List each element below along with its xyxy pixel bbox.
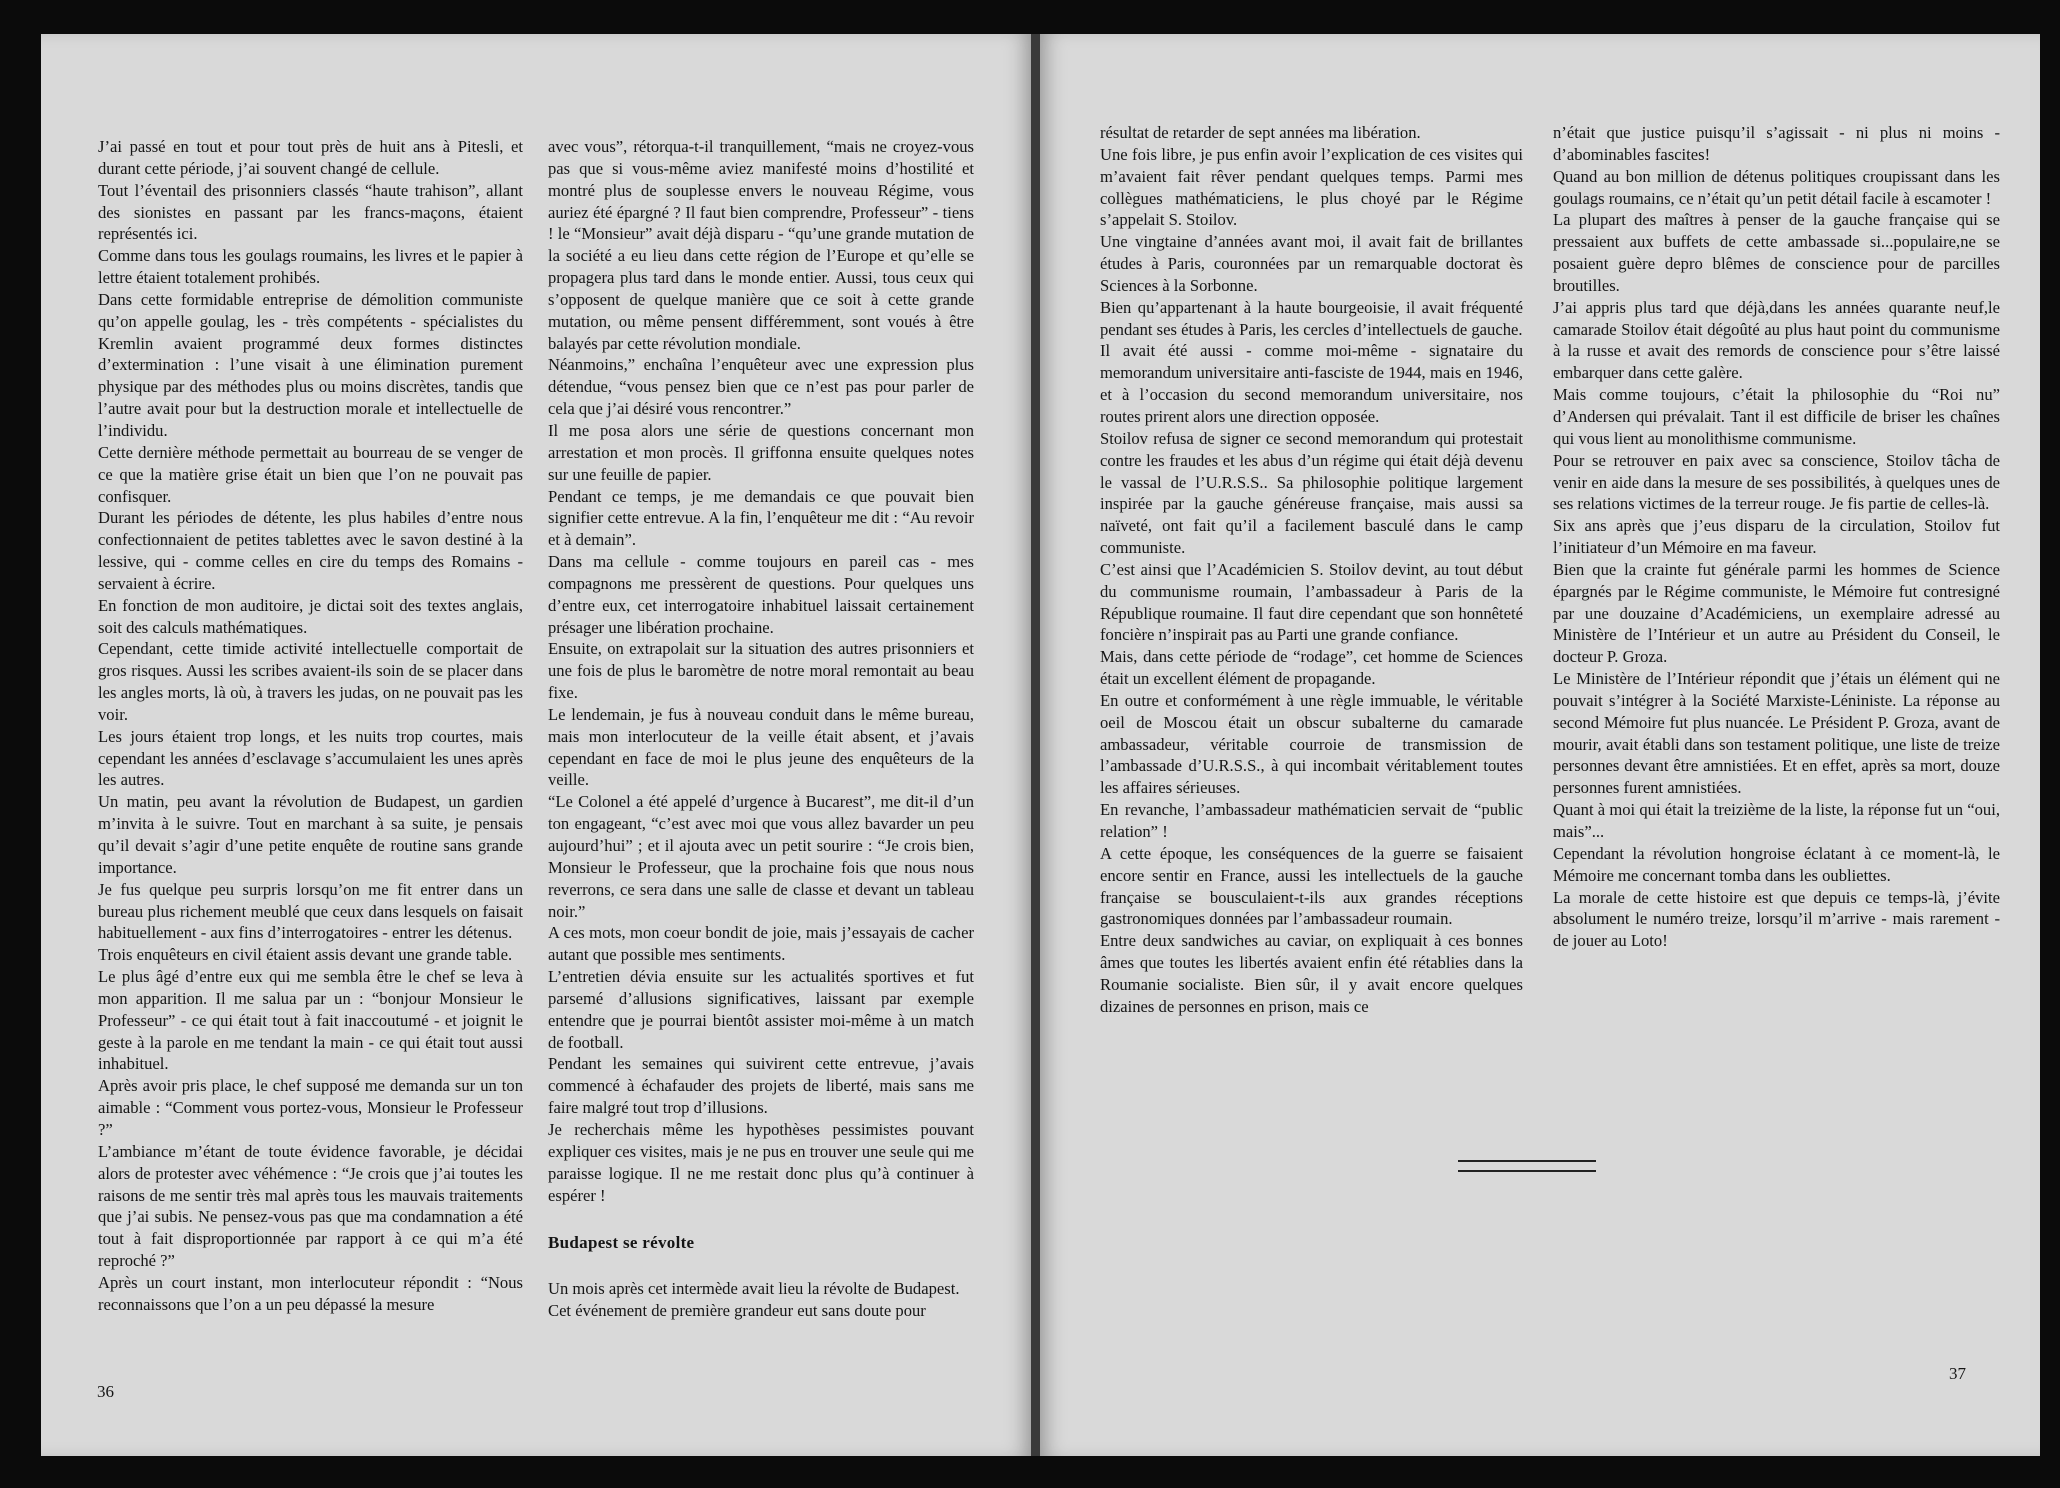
paragraph: Six ans après que j’eus disparu de la circulation, Stoilov fut l’initiateur d’un Mémoire en ma faveur. <box>1553 516 2000 558</box>
page-number-left: 36 <box>97 1382 114 1401</box>
paragraph: Durant les périodes de détente, les plus habiles d’entre nous confectionnaient de petites tablettes avec le savon destiné à la lessive, qui - comme celles en cire du temps des Romains - servaient à écrire. <box>98 508 523 593</box>
paragraph: En revanche, l’ambassadeur mathématicien servait de “public relation” ! <box>1100 800 1523 841</box>
paragraph: Je fus quelque peu surpris lorsqu’on me fit entrer dans un bureau plus richement meublé que ceux dans lesquels on faisait habituellement - aux fins d’interrogatoires - entrer les détenus. <box>98 879 523 943</box>
paragraph: Quant à moi qui était la treizième de la liste, la réponse fut un “oui, mais”... <box>1553 800 2000 841</box>
paragraph: A ces mots, mon coeur bondit de joie, mais j’essayais de cacher autant que possible mes sentiments. <box>548 923 974 965</box>
paragraph: Le Ministère de l’Intérieur répondit que j’étais un élément qui ne pouvait s’intégrer à la Société Marxiste-Léniniste. La réponse au second Mémoire fut plus nuancée. Le Président P. Groza, avant de mourir, avait établi dans son testament politique, une liste de treize personnes devant être amnistiées. Et en effet, après sa mort, douze personnes furent amnistiées. <box>1553 669 2000 798</box>
paragraph: Le lendemain, je fus à nouveau conduit dans le même bureau, mais mon interlocuteur de la veille était absent, et j’avais cependant en face de moi le plus jeune des enquêteurs de la veille. <box>548 704 974 790</box>
paragraph: Je recherchais même les hypothèses pessimistes pouvant expliquer ces visites, mais je ne pus en trouver une seule qui me paraisse logique. Il ne me restait donc plus qu’à continuer à espérer ! <box>548 1119 974 1205</box>
paragraph: Quand au bon million de détenus politiques croupissant dans les goulags roumains, ce n’était qu’un petit détail facile à escamoter ! <box>1553 166 2000 208</box>
paragraph: Un mois après cet intermède avait lieu la révolte de Budapest. <box>548 1279 960 1299</box>
paragraph: Ensuite, on extrapolait sur la situation des autres prisonniers et une fois de plus le baromètre de notre moral remontait au beau fixe. <box>548 639 974 703</box>
paragraph: Après avoir pris place, le chef supposé me demanda sur un ton aimable : “Comment vous portez-vous, Monsieur le Professeur ?” <box>98 1076 523 1139</box>
right-page-column-1 <box>1100 122 1523 1018</box>
section-subheading: Budapest se révolte <box>548 1233 695 1253</box>
section-divider-rule <box>1458 1160 1596 1172</box>
paragraph: Les jours étaient trop longs, et les nuits trop courtes, mais cependant les années d’esclavage s’accumulaient les unes après les autres. <box>98 726 523 790</box>
paragraph: La plupart des maîtres à penser de la gauche française qui se pressaient aux buffets de cette ambassade si...populaire,ne se posaient guère depro blêmes de conscience pour de parcilles broutilles. <box>1553 210 2000 295</box>
paragraph: Il me posa alors une série de questions concernant mon arrestation et mon procès. Il griffonna ensuite quelques notes sur une feuille de papier. <box>548 420 974 484</box>
paragraph: Après un court instant, mon interlocuteur répondit : “Nous reconnaissons que l’on a un peu dépassé la mesure <box>98 1272 523 1314</box>
left-page <box>41 34 1031 1456</box>
paragraph: n’était que justice puisqu’il s’agissait - ni plus ni moins - d’abominables fascites! <box>1553 123 2000 164</box>
paragraph: Cependant la révolution hongroise éclatant à ce moment-là, le Mémoire me concernant tomba dans les oubliettes. <box>1553 843 2000 885</box>
paragraph: Il avait été aussi - comme moi-même - signataire du memorandum universitaire anti-fasciste de 1944, mais en 1946, et à l’occasion du second memorandum universitaire, nos routes prirent alors une direction opposée. <box>1100 341 1523 426</box>
paragraph: Cette dernière méthode permettait au bourreau de se venger de ce que la matière grise était un bien que l’on ne pouvait pas confisquer. <box>98 442 523 506</box>
paragraph: Mais, dans cette période de “rodage”, cet homme de Sciences était un excellent élément de propagande. <box>1100 647 1523 689</box>
paragraph: Une vingtaine d’années avant moi, il avait fait de brillantes études à Paris, couronnées par un remarquable doctorat ès Sciences à la Sorbonne. <box>1100 232 1523 295</box>
paragraph: Entre deux sandwiches au caviar, on expliquait à ces bonnes âmes que toutes les libertés avaient enfin été rétablies dans la Roumanie socialiste. Bien sûr, il y avait encore quelques dizaines de personnes en prison, mais ce <box>1100 931 1523 1016</box>
paragraph: A cette époque, les conséquences de la guerre se faisaient encore sentir en France, aussi les intellectuels de la gauche française se bousculaient-t-ils aux grandes réceptions gastronomiques données par l’ambassadeur roumain. <box>1100 843 1523 929</box>
paragraph: Tout l’éventail des prisonniers classés “haute trahison”, allant des sionistes en passant par les francs-maçons, étaient représentés ici. <box>98 180 523 244</box>
paragraph: L’entretien dévia ensuite sur les actualités sportives et fut parsemé d’allusions significatives, laissant par exemple entendre que je pourrai bientôt assister moi-même à un match de football. <box>548 967 974 1052</box>
paragraph: Cependant, cette timide activité intellectuelle comportait de gros risques. Aussi les scribes avaient-ils soin de se placer dans les angles morts, là où, à travers les judas, on ne pouvait pas les voir. <box>98 639 523 724</box>
paragraph: La morale de cette histoire est que depuis ce temps-là, j’évite absolument le numéro treize, lorsqu’il m’arrive - mais rarement - de jouer au Loto! <box>1553 887 2000 951</box>
paragraph: Pendant les semaines qui suivirent cette entrevue, j’avais commencé à échafauder des projets de liberté, mais sans me faire malgré tout trop d’illusions. <box>548 1054 974 1118</box>
left-page-column-2 <box>548 136 974 1322</box>
paragraph: Une fois libre, je pus enfin avoir l’explication de ces visites qui m’avaient fait rêver pendant quelques temps. Parmi mes collègues mathématiciens, le plus choyé par le Régime s’appelait S. Stoilov. <box>1100 144 1523 230</box>
paragraph: “Le Colonel a été appelé d’urgence à Bucarest”, me dit-il d’un ton engageant, “c’est avec moi que vous allez bavarder un peu aujourd’hui” ; et il ajouta avec un petit sourire : “Je crois bien, Monsieur le Professeur, que la prochaine fois que nous nous reverrons, ce sera dans une salle de classe et devant un tableau noir.” <box>548 792 974 921</box>
paragraph: Mais comme toujours, c’était la philosophie du “Roi nu” d’Andersen qui prévalait. Tant il est difficile de briser les chaînes qui vous lient au monolithisme communisme. <box>1553 385 2000 448</box>
left-page-column-1 <box>98 136 523 1316</box>
paragraph: Le plus âgé d’entre eux qui me sembla être le chef se leva à mon apparition. Il me salua par un : “bonjour Monsieur le Professeur” - ce qui était tout à fait inaccoutumé - et joignit le geste à la parole en me tendant la main - ce qui était tout aussi inhabituel. <box>98 967 523 1074</box>
paragraph: Pour se retrouver en paix avec sa conscience, Stoilov tâcha de venir en aide dans la mesure de ses possibilités, à quelques unes de ses relations victimes de la terreur rouge. Je fis partie de celles-là. <box>1553 450 2000 514</box>
paragraph: En outre et conformément à une règle immuable, le véritable oeil de Moscou était un obscur subalterne du camarade ambassadeur, véritable courroie de transmission de l’ambassade d’U.R.S.S., à qui incombait véritablement toutes les affaires sérieuses. <box>1100 690 1523 798</box>
paragraph: J’ai appris plus tard que déjà,dans les années quarante neuf,le camarade Stoilov était dégoûté au plus haut point du communisme à la russe et avait des remords de conscience pour s’être laissé embarquer dans cette galère. <box>1553 297 2000 383</box>
paragraph: Néanmoins,” enchaîna l’enquêteur avec une expression plus détendue, “vous pensez bien que ce n’est pas pour parler de cela que j’ai désiré vous rencontrer.” <box>548 355 974 419</box>
paragraph: L’ambiance m’étant de toute évidence favorable, je décidai alors de protester avec véhémence : “Je crois que j’ai toutes les raisons de me sentir très mal après tous les mauvais traitements que j’ai subis. Ne pensez-vous pas que ma condamnation a été tout à fait disproportionnée par rapport à ce qui m’a été reproché ?” <box>98 1141 523 1271</box>
paragraph: Trois enquêteurs en civil étaient assis devant une grande table. <box>98 945 513 965</box>
paragraph: Stoilov refusa de signer ce second memorandum qui protestait contre les fraudes et les abus d’un régime qui était déjà devenu le vassal de l’U.R.S.S.. Sa philosophie politique largement inspirée par la gauche généreuse française, mais aussi sa naïveté, ont fait qu’il a facilement basculé dans le camp communiste. <box>1100 428 1523 558</box>
page-number-right: 37 <box>1949 1364 1966 1383</box>
paragraph: Cet événement de première grandeur eut sans doute pour <box>548 1301 926 1321</box>
left-column-2-text-after <box>548 1278 974 1322</box>
paragraph: Bien que la crainte fut générale parmi les hommes de Science épargnés par le Régime communiste, le Mémoire fut contresigné par une douzaine d’Académiciens, un exemplaire adressé au Ministère de l’Intérieur et un autre au Président du Conseil, le docteur P. Groza. <box>1553 559 2000 667</box>
paragraph: avec vous”, rétorqua-t-il tranquillement, “mais ne croyez-vous pas que si vous-même aviez manifesté moins d’hostilité et montré plus de souplesse envers le nouveau Régime, vous auriez été épargné ? Il faut bien comprendre, Professeur” - tiens ! le “Monsieur” avait déjà disparu - “qu’une grande mutation de la société a eu lieu dans cette région de l’Europe et qu’elle se propagera plus tard dans le monde entier. Aussi, tous ceux qui s’opposent de quelque manière que ce soit à cette grande mutation, ou même pensent différemment, sont voués à être balayés par cette révolution mondiale. <box>548 137 974 353</box>
paragraph: Pendant ce temps, je me demandais ce que pouvait bien signifier cette entrevue. A la fin, l’enquêteur me dit : “Au revoir et à demain”. <box>548 486 974 550</box>
paragraph: résultat de retarder de sept années ma libération. <box>1100 123 1421 142</box>
paragraph: C’est ainsi que l’Académicien S. Stoilov devint, au tout début du communisme roumain, l’ambassadeur à Paris de la République roumaine. Il faut dire cependant que son honnêteté foncière n’inspirait pas au Parti une grande confiance. <box>1100 559 1523 645</box>
paragraph: Dans ma cellule - comme toujours en pareil cas - mes compagnons me pressèrent de questions. Pour quelques uns d’entre eux, cet interrogatoire inhabituel laissait certainement présager une libération prochaine. <box>548 552 974 637</box>
book-spine <box>1031 34 1040 1456</box>
right-page-column-2 <box>1553 122 2000 952</box>
paragraph: En fonction de mon auditoire, je dictai soit des textes anglais, soit des calculs mathématiques. <box>98 595 523 637</box>
paragraph: Un matin, peu avant la révolution de Budapest, un gardien m’invita à le suivre. Tout en marchant à sa suite, je pensais qu’il devait s’agir d’une petite enquête de routine sans grande importance. <box>98 792 523 877</box>
paragraph: Dans cette formidable entreprise de démolition communiste qu’on appelle goulag, les - très compétents - spécialistes du Kremlin avaient programmé deux formes distinctes d’extermination : l’une visait à une élimination purement physique par des méthodes plus ou moins discrètes, tandis que l’autre avait pour but la destruction morale et intellectuelle de l’individu. <box>98 289 523 440</box>
left-column-2-text-before <box>548 136 974 1206</box>
paragraph: Comme dans tous les goulags roumains, les livres et le papier à lettre étaient totalement prohibés. <box>98 246 523 288</box>
paragraph: Bien qu’appartenant à la haute bourgeoisie, il avait fréquenté pendant ses études à Paris, les cercles d’intellectuels de gauche. <box>1100 297 1523 339</box>
right-page <box>1040 34 2040 1456</box>
paragraph: J’ai passé en tout et pour tout près de huit ans à Pitesli, et durant cette période, j’ai souvent changé de cellule. <box>98 137 523 178</box>
